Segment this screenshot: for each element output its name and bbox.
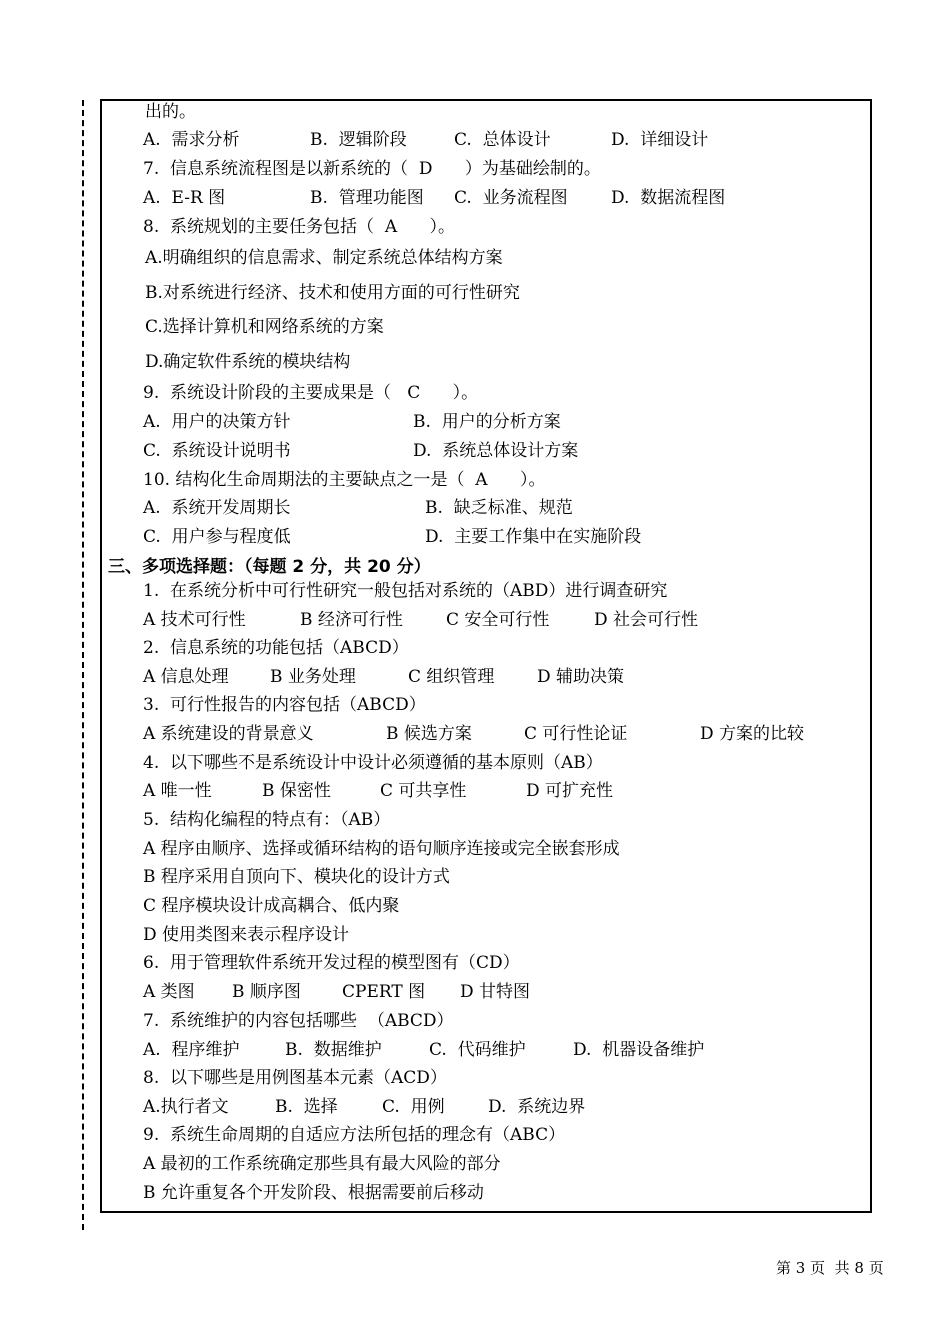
text-line: D. 机器设备维护: [573, 1040, 705, 1060]
text-line: 1. 在系统分析中可行性研究一般包括对系统的（ABD）进行调查研究: [143, 581, 668, 601]
text-line: D. 系统边界: [488, 1097, 586, 1117]
text-line: 8. 以下哪些是用例图基本元素（ACD）: [143, 1068, 447, 1088]
text-line: C 组织管理: [408, 667, 495, 687]
text-line: D 使用类图来表示程序设计: [143, 925, 350, 945]
page-number: 第 3 页 共 8 页: [776, 1259, 884, 1277]
text-line: C 安全可行性: [446, 610, 550, 630]
text-line: A.执行者文: [143, 1097, 229, 1117]
text-line: B. 逻辑阶段: [310, 130, 407, 150]
text-line: D 可扩充性: [526, 781, 614, 801]
text-line: A.明确组织的信息需求、制定系统总体结构方案: [145, 248, 503, 268]
section-heading: 三、多项选择题：（每题 2 分，共 20 分）: [108, 557, 431, 577]
text-line: C. 代码维护: [429, 1040, 526, 1060]
text-line: C 可共享性: [380, 781, 467, 801]
text-line: 7. 信息系统流程图是以新系统的（ D ）为基础绘制的。: [143, 159, 601, 179]
text-line: A. E-R 图: [143, 188, 226, 208]
text-line: A 唯一性: [143, 781, 212, 801]
text-line: C 程序模块设计成高耦合、低内聚: [143, 896, 400, 916]
text-line: B 顺序图: [232, 982, 301, 1002]
text-line: 3. 可行性报告的内容包括（ABCD）: [143, 695, 426, 715]
text-line: B. 管理功能图: [310, 188, 424, 208]
text-line: 9. 系统生命周期的自适应方法所包括的理念有（ABC）: [143, 1125, 566, 1145]
text-line: C. 总体设计: [454, 130, 551, 150]
text-line: D 辅助决策: [537, 667, 625, 687]
text-line: A 信息处理: [143, 667, 229, 687]
text-line: D.确定软件系统的模块结构: [145, 352, 351, 372]
text-line: A 技术可行性: [143, 610, 246, 630]
text-line: D. 数据流程图: [611, 188, 726, 208]
text-line: D 社会可行性: [594, 610, 699, 630]
text-line: B. 数据维护: [285, 1040, 382, 1060]
text-line: A. 程序维护: [143, 1040, 240, 1060]
text-line: C. 用例: [382, 1097, 445, 1117]
text-line: B 保密性: [262, 781, 331, 801]
text-line: B 业务处理: [270, 667, 356, 687]
text-line: 10. 结构化生命周期法的主要缺点之一是（ A ）。: [143, 470, 546, 490]
text-line: C. 系统设计说明书: [143, 441, 291, 461]
text-line: C. 用户参与程度低: [143, 527, 291, 547]
text-line: 6. 用于管理软件系统开发过程的模型图有（CD）: [143, 953, 520, 973]
text-line: 4. 以下哪些不是系统设计中设计必须遵循的基本原则（AB）: [143, 753, 603, 773]
text-line: CPERT 图: [342, 982, 426, 1002]
text-line: A 最初的工作系统确定那些具有最大风险的部分: [143, 1154, 501, 1174]
text-line: C 可行性论证: [524, 724, 628, 744]
text-line: B 程序采用自顶向下、模块化的设计方式: [143, 867, 450, 887]
text-line: A. 系统开发周期长: [143, 498, 291, 518]
text-line: B 允许重复各个开发阶段、根据需要前后移动: [143, 1183, 484, 1203]
text-line: B 候选方案: [386, 724, 472, 744]
text-line: D. 详细设计: [611, 130, 709, 150]
text-line: B 经济可行性: [300, 610, 403, 630]
text-line: C. 业务流程图: [454, 188, 568, 208]
text-line: D. 主要工作集中在实施阶段: [425, 527, 642, 547]
text-line: D 甘特图: [460, 982, 531, 1002]
text-line: C.选择计算机和网络系统的方案: [145, 317, 384, 337]
text-line: A. 需求分析: [143, 130, 240, 150]
text-line: B.对系统进行经济、技术和使用方面的可行性研究: [145, 283, 520, 303]
text-line: A 程序由顺序、选择或循环结构的语句顺序连接或完全嵌套形成: [143, 839, 620, 859]
text-line: B. 缺乏标准、规范: [425, 498, 573, 518]
text-line: A 类图: [143, 982, 195, 1002]
text-line: 7. 系统维护的内容包括哪些 （ABCD）: [143, 1011, 454, 1031]
text-line: A 系统建设的背景意义: [143, 724, 314, 744]
text-line: 出的。: [145, 102, 196, 122]
text-line: B. 用户的分析方案: [413, 412, 561, 432]
text-line: 5. 结构化编程的特点有：（AB）: [143, 810, 391, 830]
text-line: D. 系统总体设计方案: [413, 441, 579, 461]
text-line: D 方案的比较: [700, 724, 805, 744]
text-line: 8. 系统规划的主要任务包括（ A ）。: [143, 217, 456, 237]
text-line: A. 用户的决策方针: [143, 412, 291, 432]
binding-margin-dashed-line: [82, 100, 84, 1230]
text-line: 2. 信息系统的功能包括（ABCD）: [143, 638, 409, 658]
text-line: B. 选择: [275, 1097, 338, 1117]
text-line: 9. 系统设计阶段的主要成果是（ C ）。: [143, 383, 479, 403]
